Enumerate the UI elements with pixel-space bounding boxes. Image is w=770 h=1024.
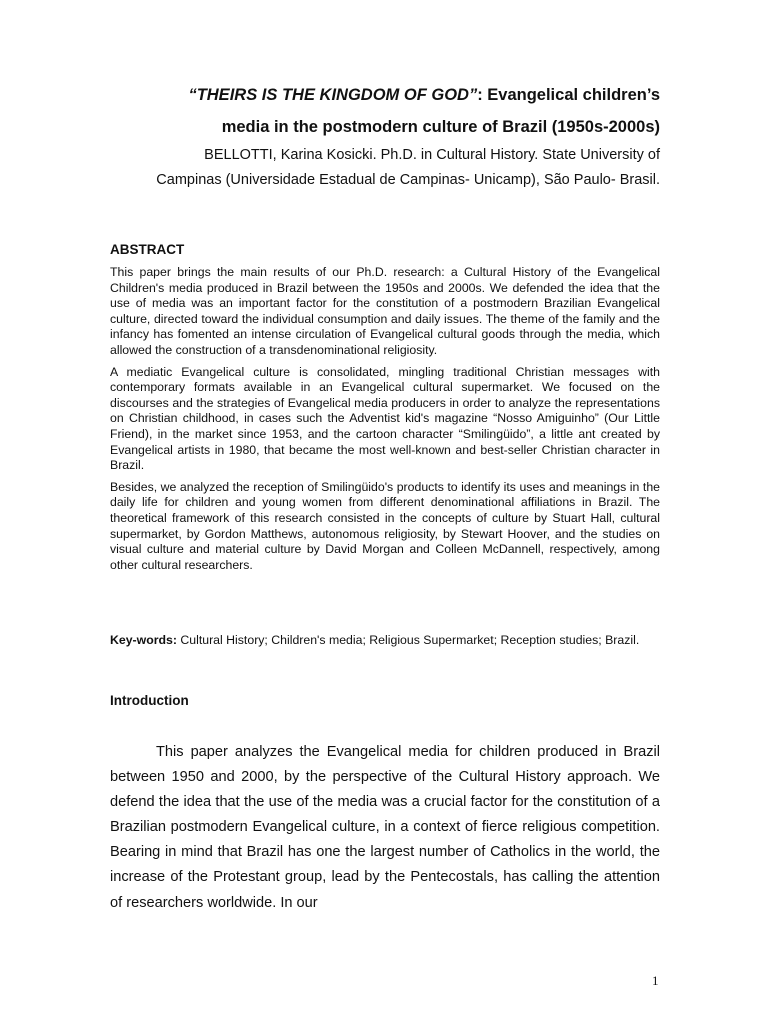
keywords	[110, 632, 660, 648]
keywords-text: Cultural History; Children's media; Religious Supermarket; Reception studies; Brazil.	[176, 633, 640, 647]
author-affiliation-line-2: Campinas (Universidade Estadual de Campinas- Unicamp), São Paulo- Brasil.	[156, 172, 660, 188]
page-number: 1	[652, 973, 659, 988]
paper-title-line-1	[188, 86, 660, 105]
abstract-body	[110, 265, 660, 579]
abstract-paragraph: Besides, we analyzed the reception of Smilingüido's products to identify its uses and meanings in the daily life for children and young women from different denominational affiliations in Brazil. The theoretical framework of this research consisted in the concepts of culture by Stuart Hall, cultural supermarket, by Gordon Matthews, autonomous religiosity, by Stewart Hoover, and the studies on visual culture and material culture by David Morgan and Colleen McDannell, respectively, among other cultural researchers.	[110, 479, 660, 572]
abstract-paragraph: This paper brings the main results of our Ph.D. research: a Cultural History of the Evangelical Children's media produced in Brazil between the 1950s and 2000s. We defended the idea that the use of media was an important factor for the constitution of a postmodern Brazilian Evangelical culture, directed toward the individual consumption and daily issues. The theme of the family and the infancy has fomented an intense circulation of Evangelical cultural goods through the media, which allowed the construction of a transdenominational religiosity.	[110, 265, 660, 357]
author-affiliation-line-1: BELLOTTI, Karina Kosicki. Ph.D. in Cultural History. State University of	[204, 147, 660, 163]
introduction-heading: Introduction	[110, 693, 189, 708]
introduction-paragraph: This paper analyzes the Evangelical media for children produced in Brazil between 1950 and 2000, by the perspective of the Cultural History approach. We defend the idea that the use of the media was a crucial factor for the constitution of a Brazilian postmodern Evangelical culture, in a context of fierce religious competition. Bearing in mind that Brazil has one the largest number of Catholics in the world, the increase of the Protestant group, lead by the Pentecostals, has calling the attention of researchers worldwide. In our	[110, 744, 660, 911]
paper-title-line-2: media in the postmodern culture of Brazil (1950s-2000s)	[221, 118, 660, 136]
keywords-label: Key-words:	[110, 633, 177, 647]
abstract-heading: ABSTRACT	[110, 242, 185, 257]
abstract-paragraph: A mediatic Evangelical culture is consolidated, mingling traditional Christian messages with contemporary formats available in an Evangelical cultural supermarket. We focused on the discourses and the strategies of Evangelical media producers in order to analyze the representations on Christian childhood, in cases such the Adventist kid's magazine “Nosso Amiguinho” (Our Little Friend), in the market since 1953, and the cartoon character “Smilingüido”, a little ant created by Evangelical artists in 1980, that became the most well-known and best-seller Christian character in Brazil.	[110, 364, 660, 473]
paper-title-quoted: “THEIRS IS THE KINGDOM OF GOD”	[188, 86, 478, 104]
paper-title-subtitle: : Evangelical children’s	[477, 86, 660, 104]
